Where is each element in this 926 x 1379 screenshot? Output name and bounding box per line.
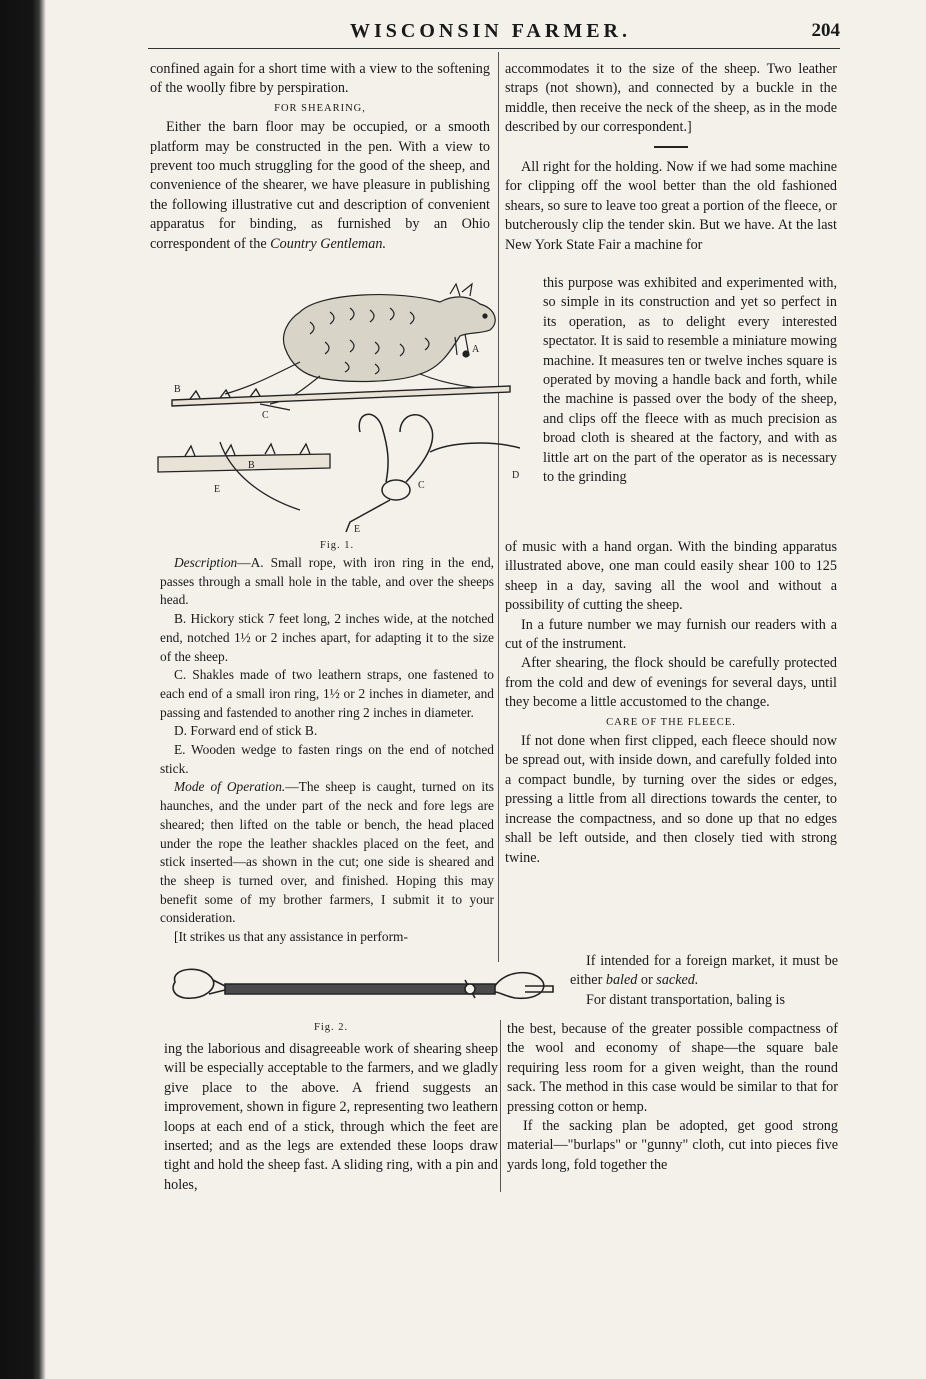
right-paragraph-6: If intended for a foreign market, it must be either baled or sacked. bbox=[570, 953, 838, 989]
right-column-holding bbox=[505, 158, 837, 255]
description-e: E. Wooden wedge to fasten rings on the end of notched stick. bbox=[160, 742, 494, 776]
left-column-description bbox=[160, 554, 494, 947]
right-column-bottom bbox=[507, 1020, 838, 1175]
figure-2-stick-with-loops bbox=[165, 962, 555, 1022]
fig1-label-b: B bbox=[174, 384, 181, 395]
right-paragraph-1: accommodates it to the size of the sheep. Two leather straps (not shown), and connected by a buckle in the middle, then receive the neck of the sheep, as in the mode described by our correspondent.] bbox=[505, 61, 837, 136]
description-d: D. Forward end of stick B. bbox=[174, 723, 318, 739]
right-column-market bbox=[570, 952, 838, 1010]
short-divider-rule bbox=[654, 146, 688, 148]
header-rule bbox=[148, 48, 840, 49]
description-c: C. Shakles made of two leathern straps, one fastened to each end of a small iron ring, 1½ or 2 inches in diameter, and passing and fastended to another ring 2 inches in diameter. bbox=[160, 667, 494, 720]
masthead-title: WISCONSIN FARMER. bbox=[350, 20, 631, 42]
editor-note-start: [It strikes us that any assistance in perform- bbox=[174, 929, 408, 945]
right-paragraph-8: If the sacking plan be adopted, get good strong material—"burlaps" or "gunny" cloth, cut into pieces five yards long, fold together the bbox=[507, 1118, 838, 1173]
right-paragraph-5: If not done when first clipped, each fleece should now be spread out, with inside down, and carefully folded into a compact bundle, by turning over the sides or edges, pressing a little from all directions towards the center, to increase the compactness, and so done up that no edges shall be left outside, and then closely tied with strong twine. bbox=[505, 733, 837, 866]
figure-1-caption: Fig. 1. bbox=[320, 540, 355, 551]
description-a: Description—A. Small rope, with iron ring in the end, passes through a small hole in the table, and over the sheeps head. bbox=[160, 555, 494, 608]
right-paragraph-2b: this purpose was exhibited and experimented with, so simple in its construction and yet so perfect in its operation, as to delight every interested spectator. It is said to resemble a miniature mowing machine. It measures ten or twelve inches square is operated by moving a handle back and forth, while the machine is passed over the body of the sheep, and clips off the fleece with as much precision as broad cloth is sheared at the factory, and with as little art on the part of the operator as is necessary to the grinding bbox=[543, 275, 837, 486]
right-paragraph-3: In a future number we may furnish our readers with a cut of the instrument. bbox=[505, 616, 837, 653]
page-number: 204 bbox=[811, 20, 840, 41]
mode-of-operation: Mode of Operation.—The sheep is caught, turned on its haunches, and the under part of the neck and fore legs are sheared; then lifted on the table or bench, the head placed under the rope the leather shackles placed on the feet, and stick inserted—as shown in the cut; one side is sheared and the sheep is turned over, and finished. Hoping this may benefit some of my brother farmers, I submit it to your consideration. bbox=[160, 779, 494, 926]
fig1-label-b2: B bbox=[248, 460, 255, 471]
column-divider-lower bbox=[500, 1020, 501, 1192]
notched-stick-detail bbox=[158, 442, 330, 510]
left-paragraph-3: ing the laborious and disagreeable work of shearing sheep will be especially acceptable to the farmers, and we gladly give place to the above. A friend suggests an improvement, shown in figure 2, representing two leathern loops at each end of a stick, through which the feet are inserted; and as the legs are extended these loops draw tight and hold the sheep fast. A sliding ring, with a pin and holes, bbox=[164, 1041, 498, 1193]
right-column-middle bbox=[505, 538, 837, 868]
figure-2-caption: Fig. 2. bbox=[314, 1022, 349, 1033]
sheep-illustration bbox=[225, 284, 495, 404]
page-header bbox=[140, 18, 840, 48]
figure-1-sheep-binding-apparatus bbox=[150, 282, 520, 538]
description-b: B. Hickory stick 7 feet long, 2 inches wide, at the notched end, notched 1½ or 2 inches apart, for adapting it to the size of the sheep. bbox=[160, 611, 494, 664]
right-column-machine-narrow bbox=[543, 274, 837, 487]
fig1-label-c2: C bbox=[418, 480, 425, 491]
left-paragraph-1: confined again for a short time with a view to the softening of the woolly fibre by perspiration. bbox=[150, 61, 490, 97]
heading-care-of-fleece: CARE OF THE FLEECE. bbox=[606, 716, 736, 728]
left-paragraph-2: Either the barn floor may be occupied, or a smooth platform may be constructed in the pen. With a view to prevent too much struggling for the good of the sheep, and convenience of the shearer, we have pleasure in publishing the following illustrative cut and description of convenient apparatus for binding, as furnished by an Ohio correspondent of the Country Gentleman. bbox=[150, 119, 490, 252]
fig1-label-d: D bbox=[512, 470, 520, 481]
right-column-top bbox=[505, 60, 837, 156]
right-paragraph-2c: of music with a hand organ. With the binding apparatus illustrated above, one man could easily shear 100 to 125 sheep in a day, saving all the wool and without a possibility of cutting the sheep. bbox=[505, 539, 837, 614]
right-paragraph-7a: For distant transportation, baling is bbox=[586, 991, 785, 1008]
right-paragraph-7b: the best, because of the greater possible compactness of the wool and economy of shape—the square bale requiring less room for a given weight, than the round sack. The method in this case would be similar to that for pressing cotton or hemp. bbox=[507, 1021, 838, 1115]
right-paragraph-2a: All right for the holding. Now if we had some machine for clipping off the wool better than the old fashioned shears, so sure to leave too great a portion of the fleece, or butcherously clip the tender skin. But we have. At the last New York State Fair a machine for bbox=[505, 159, 837, 253]
heading-for-shearing: FOR SHEARING, bbox=[274, 102, 366, 114]
fig1-label-c: C bbox=[262, 410, 269, 421]
leather-shackles bbox=[346, 414, 520, 532]
left-column-bottom bbox=[164, 1040, 498, 1195]
left-column-top bbox=[150, 60, 490, 254]
country-gentleman-italic: Country Gentleman. bbox=[270, 235, 387, 252]
fig1-label-e: E bbox=[214, 484, 221, 495]
hickory-stick-upper bbox=[172, 386, 510, 410]
book-binding-edge bbox=[0, 0, 46, 1379]
right-paragraph-4: After shearing, the flock should be carefully protected from the cold and dew of evenings for several days, until they become a little accustomed to the change. bbox=[505, 655, 837, 711]
fig1-label-a: A bbox=[472, 344, 480, 355]
fig1-label-e2: E bbox=[354, 524, 361, 535]
